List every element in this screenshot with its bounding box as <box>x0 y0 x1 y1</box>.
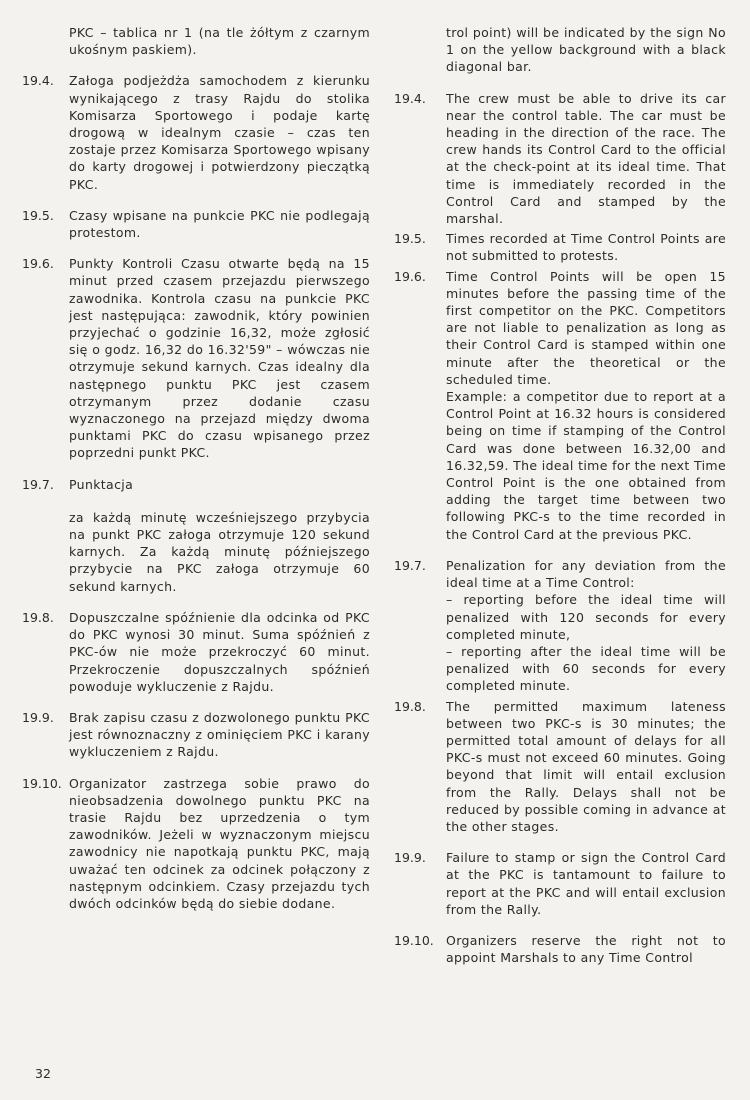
section-number: 19.9. <box>394 850 426 866</box>
english-intro-text: trol point) will be indicated by the sign No 1 on the yellow background with a black diagonal bar. <box>446 25 726 75</box>
section-19-4-pl <box>22 72 370 192</box>
page-number: 32 <box>35 1066 51 1081</box>
polish-intro-text: PKC – tablica nr 1 (na tle żółtym z czarnym ukośnym paskiem). <box>69 25 370 58</box>
english-intro <box>394 24 726 76</box>
paragraph: Organizers reserve the right not to appoint Marshals to any Time Control <box>446 932 726 966</box>
section-19-4-en <box>394 90 726 228</box>
section-19-10-pl <box>22 775 370 913</box>
polish-column <box>22 24 370 912</box>
paragraph: za każdą minutę wcześniejszego przybycia na punkt PKC załoga otrzymuje 120 sekund karnych. Za każdą minutę późniejszego przybycie na PKC załoga otrzymuje 60 sekund karnych. <box>69 509 370 594</box>
section-number: 19.5. <box>22 207 54 223</box>
section-19-5-en <box>394 230 726 264</box>
paragraph: Times recorded at Time Control Points are not submitted to protests. <box>446 231 726 264</box>
section-number: 19.7. <box>22 476 54 492</box>
section-number: 19.8. <box>394 698 426 714</box>
section-number: 19.4. <box>22 73 54 89</box>
paragraph: Penalization for any deviation from the ideal time at a Time Control: <box>446 557 726 591</box>
section-19-8-pl <box>22 609 370 695</box>
paragraph: Time Control Points will be open 15 minutes before the passing time of the first competitor on the PKC. Competitors are not liable to penalization as long as their Control Card is stamped within one minute after the theoretical or the scheduled time. <box>446 268 726 387</box>
list-item: – reporting before the ideal time will penalized with 120 seconds for every completed minute, <box>446 592 726 642</box>
list-item: – reporting after the ideal time will be penalized with 60 seconds for every completed minute. <box>446 643 726 694</box>
section-19-6-pl <box>22 255 370 461</box>
paragraph: Failure to stamp or sign the Control Card at the PKC is tantamount to failure to report at the PKC and will entail exclusion from the Rally. <box>446 850 726 917</box>
section-number: 19.7. <box>394 557 426 573</box>
paragraph: Czasy wpisane na punkcie PKC nie podlegają protestom. <box>69 207 370 241</box>
section-number: 19.6. <box>394 268 426 284</box>
section-number: 19.8. <box>22 609 54 625</box>
section-number: 19.6. <box>22 256 54 272</box>
section-number: 19.9. <box>22 709 54 725</box>
paragraph: Punkty Kontroli Czasu otwarte będą na 15 minut przed czasem przejazdu pierwszego zawodnika. Kontrola czasu na punkcie PKC jest następująca: zawodnik, który powinien przyjechać o godzinie 16,32, może zgłosić się o godz. 16,32 do 16.32'59" – wówczas nie otrzymuje sekund karnych. Czas idealny dla następnego punktu PKC jest czasem otrzymanym przez dodanie czasu wyznaczonego na przejazd między dwoma punktami PKC do czasu wpisanego przez poprzedni punkt PKC. <box>69 256 370 461</box>
section-19-5-pl <box>22 207 370 241</box>
section-19-9-pl <box>22 709 370 761</box>
paragraph: Brak zapisu czasu z dozwolonego punktu PKC jest równoznaczny z ominięciem PKC i karany wykluczeniem z Rajdu. <box>69 709 370 760</box>
example-paragraph: Example: a competitor due to report at a Control Point at 16.32 hours is considered being on time if stamping of the Control Card was done between 16.32,00 and 16.32,59. The ideal time for the next Time Control Point is the one obtained from adding the target time between two following PKC-s to the time recorded in the Control Card at the previous PKC. <box>446 389 726 542</box>
section-number: 19.10. <box>22 775 62 791</box>
section-19-6-en <box>394 268 726 543</box>
section-19-10-en <box>394 932 726 966</box>
polish-intro <box>22 24 370 58</box>
section-heading: Punktacja <box>69 476 134 492</box>
section-19-8-en <box>394 698 726 836</box>
section-19-7-en <box>394 557 726 695</box>
english-column <box>394 24 726 966</box>
section-19-9-en <box>394 849 726 918</box>
paragraph: The permitted maximum lateness between two PKC-s is 30 minutes; the permitted total amount of delays for all PKC-s must not exceed 60 minutes. Going beyond that limit will entail exclusion from the Rally. Delays shall not be reduced by possible coming in advance at the other stages. <box>446 698 726 834</box>
paragraph: Organizator zastrzega sobie prawo do nieobsadzenia dowolnego punktu PKC na trasie Rajdu bez uprzedzenia o tym zawodników. Jeżeli w wyznaczonym miejscu zawodnicy nie napotkają punktu PKC, mają uważać ten odcinek za odcinek połączony z następnym odcinkiem. Czasy przejazdu tych dwóch odcinków będą do siebie dodane. <box>69 775 370 911</box>
paragraph: The crew must be able to drive its car near the control table. The car must be heading in the direction of the race. The crew hands its Control Card to the official at the check-point at its ideal time. That time is immediately recorded in the Control Card and stamped by the marshal. <box>446 90 726 227</box>
paragraph: Załoga podjeżdża samochodem z kierunku wynikającego z trasy Rajdu do stolika Komisarza Sportowego i podaje kartę drogową w idealnym czasie – czas ten zostaje przez Komisarza Sportowego wpisany do karty drogowej i potwierdzony pieczątką PKC. <box>69 73 370 192</box>
paragraph: Dopuszczalne spóźnienie dla odcinka od PKC do PKC wynosi 30 minut. Suma spóźnień z PKC-ów nie może przekroczyć 60 minut. Przekroczenie dopuszczalnych spóźnień powoduje wykluczenie z Rajdu. <box>69 609 370 694</box>
section-number: 19.10. <box>394 932 434 948</box>
section-number: 19.4. <box>394 90 426 106</box>
section-19-7-pl <box>22 476 370 595</box>
section-number: 19.5. <box>394 231 426 247</box>
